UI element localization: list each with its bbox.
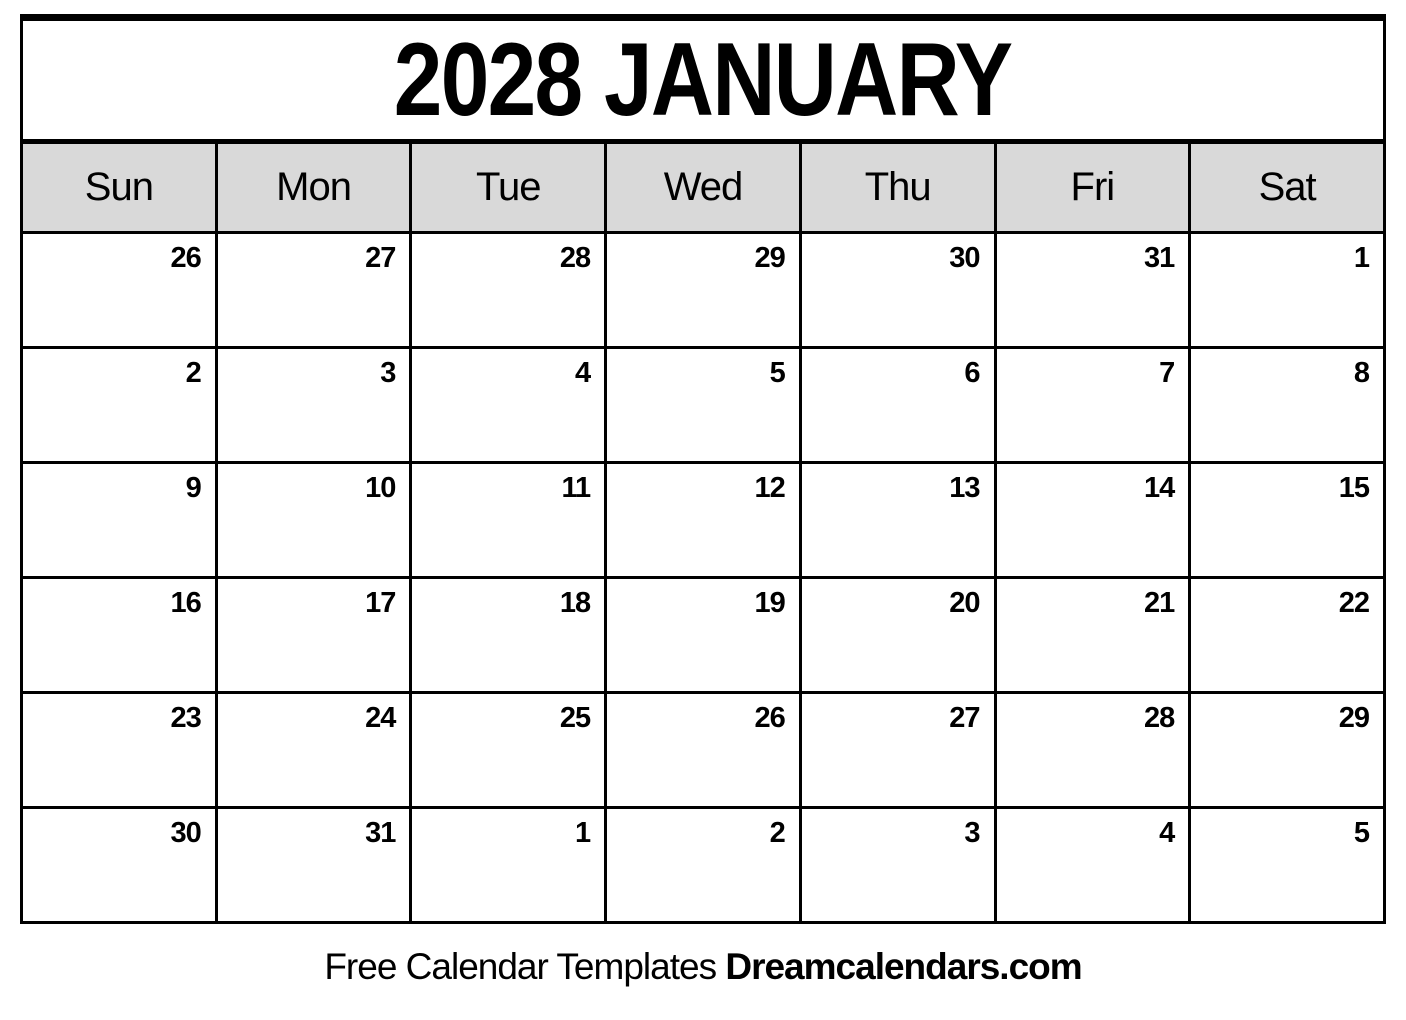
- day-cell: 2: [22, 348, 217, 463]
- day-cell: 6: [800, 348, 995, 463]
- day-cell: 26: [22, 233, 217, 348]
- day-cell: 3: [216, 348, 411, 463]
- day-cell: 27: [216, 233, 411, 348]
- weekday-header-fri: Fri: [995, 143, 1190, 233]
- weekday-header-sat: Sat: [1190, 143, 1385, 233]
- day-cell: 18: [411, 578, 606, 693]
- week-row-2: [22, 348, 1385, 463]
- day-cell: 5: [1190, 808, 1385, 923]
- weekday-header-thu: Thu: [800, 143, 995, 233]
- day-cell: 28: [995, 693, 1190, 808]
- day-cell: 30: [22, 808, 217, 923]
- day-cell: 21: [995, 578, 1190, 693]
- day-cell: 4: [411, 348, 606, 463]
- day-cell: 31: [216, 808, 411, 923]
- day-cell: 31: [995, 233, 1190, 348]
- day-cell: 24: [216, 693, 411, 808]
- day-cell: 5: [606, 348, 801, 463]
- footer: [20, 946, 1386, 988]
- day-cell: 30: [800, 233, 995, 348]
- day-cell: 3: [800, 808, 995, 923]
- day-cell: 23: [22, 693, 217, 808]
- weekday-header-tue: Tue: [411, 143, 606, 233]
- day-cell: 7: [995, 348, 1190, 463]
- day-cell: 11: [411, 463, 606, 578]
- day-cell: 12: [606, 463, 801, 578]
- calendar-grid: [20, 141, 1386, 924]
- day-cell: 14: [995, 463, 1190, 578]
- day-cell: 4: [995, 808, 1190, 923]
- day-cell: 8: [1190, 348, 1385, 463]
- calendar-title-box: [20, 14, 1386, 141]
- weekday-header-sun: Sun: [22, 143, 217, 233]
- day-cell: 13: [800, 463, 995, 578]
- day-cell: 2: [606, 808, 801, 923]
- day-cell: 9: [22, 463, 217, 578]
- week-row-6: [22, 808, 1385, 923]
- weekday-header-mon: Mon: [216, 143, 411, 233]
- day-cell: 17: [216, 578, 411, 693]
- day-cell: 29: [1190, 693, 1385, 808]
- week-row-1: [22, 233, 1385, 348]
- footer-site-name: Dreamcalendars.com: [725, 946, 1082, 987]
- day-cell: 27: [800, 693, 995, 808]
- week-row-5: [22, 693, 1385, 808]
- day-cell: 15: [1190, 463, 1385, 578]
- footer-text: Free Calendar Templates: [324, 946, 717, 987]
- day-cell: 19: [606, 578, 801, 693]
- day-cell: 1: [411, 808, 606, 923]
- day-cell: 25: [411, 693, 606, 808]
- day-cell: 28: [411, 233, 606, 348]
- day-cell: 22: [1190, 578, 1385, 693]
- day-cell: 16: [22, 578, 217, 693]
- weekday-header-row: [22, 143, 1385, 233]
- day-cell: 10: [216, 463, 411, 578]
- week-row-4: [22, 578, 1385, 693]
- day-cell: 20: [800, 578, 995, 693]
- week-row-3: [22, 463, 1385, 578]
- day-cell: 1: [1190, 233, 1385, 348]
- calendar-title: 2028 JANUARY: [394, 22, 1012, 138]
- weekday-header-wed: Wed: [606, 143, 801, 233]
- day-cell: 29: [606, 233, 801, 348]
- day-cell: 26: [606, 693, 801, 808]
